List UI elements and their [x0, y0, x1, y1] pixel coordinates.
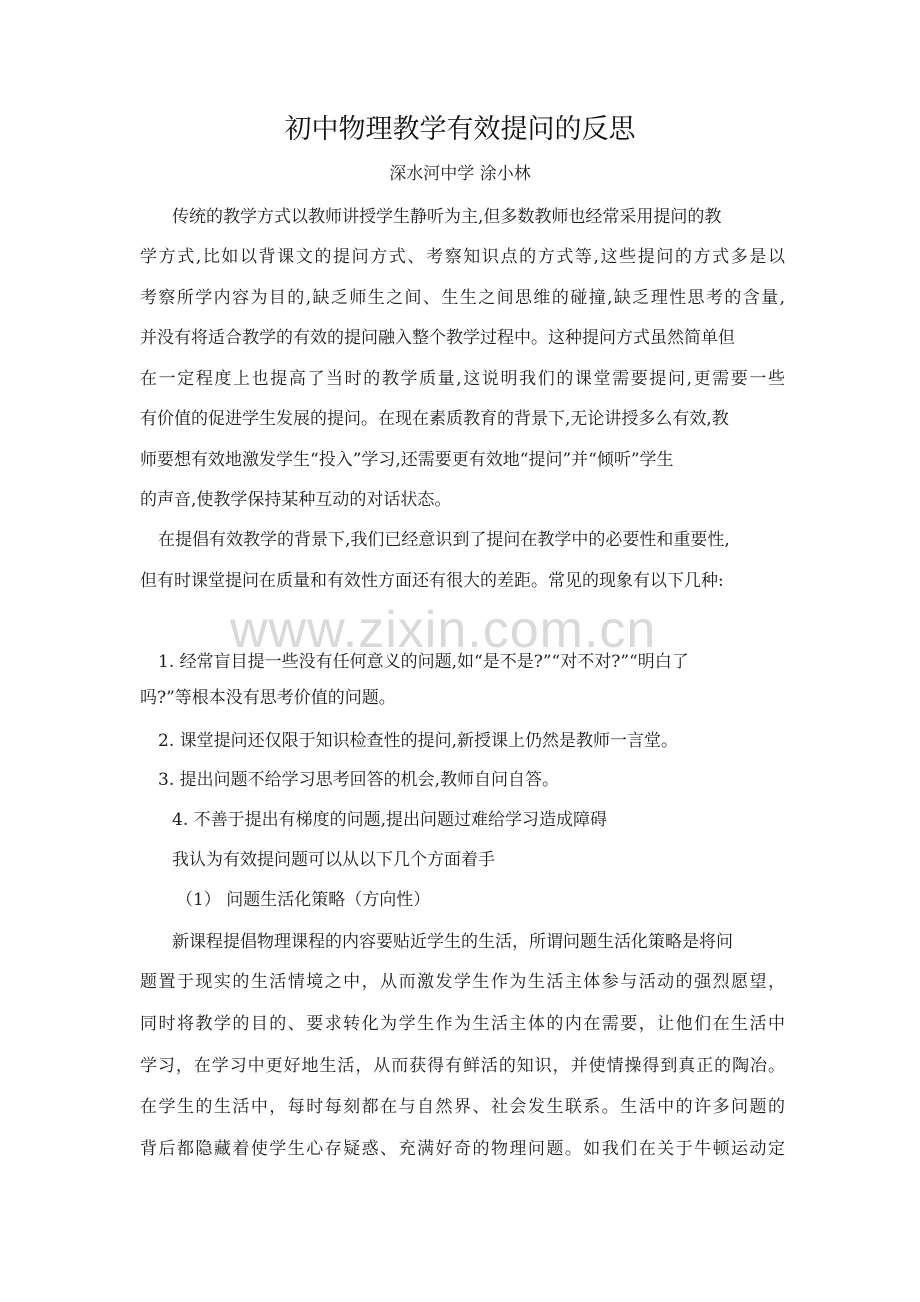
paragraph-line: 学方式,比如以背课文的提问方式、考察知识点的方式等,这些提问的方式多是以: [140, 247, 785, 267]
document-author: 深水河中学 涂小林: [389, 164, 531, 184]
paragraph-line: 师要想有效地激发学生“投入”学习,还需要更有效地“提问”并“倾听”学生: [140, 450, 674, 470]
list-item: 吗?”等根本没有思考价值的问题。: [140, 688, 396, 708]
paragraph-line: 的声音,使教学保持某种互动的对话状态。: [140, 490, 452, 510]
paragraph-line: 但有时课堂提问在质量和有效性方面还有很大的差距。常见的现象有以下几种:: [140, 571, 724, 591]
paragraph-line: 新课程提倡物理课程的内容要贴近学生的生活，所谓问题生活化策略是将问: [172, 932, 733, 952]
list-item: 3. 提出问题不给学习思考回答的机会,教师自问自答。: [158, 770, 560, 790]
paragraph-line: 在一定程度上也提高了当时的教学质量,这说明我们的课堂需要提问,更需要一些: [140, 369, 785, 389]
list-item: 4. 不善于提出有梯度的问题,提出问题过难给学习造成障碍: [172, 810, 608, 830]
paragraph-line: 有价值的促进学生发展的提问。在现在素质教育的背景下,无论讲授多么有效,教: [140, 409, 729, 429]
paragraph-line: 并没有将适合教学的有效的提问融入整个教学过程中。这种提问方式虽然简单但: [140, 328, 735, 348]
paragraph-line: 题置于现实的生活情境之中，从而激发学生作为生活主体参与活动的强烈愿望，: [140, 972, 785, 992]
paragraph-line: 在提倡有效教学的背景下,我们已经意识到了提问在教学中的必要性和重要性,: [158, 530, 730, 550]
paragraph-line: 我认为有效提问题可以从以下几个方面着手: [172, 850, 495, 870]
paragraph-line: 在学生的生活中，每时每刻都在与自然界、社会发生联系。生活中的许多问题的: [140, 1097, 785, 1117]
watermark: www.zixin.com.cn: [230, 601, 657, 659]
section-heading: （1） 问题生活化策略（方向性）: [176, 890, 431, 910]
paragraph-line: 考察所学内容为目的,缺乏师生之间、生生之间思维的碰撞,缺乏理性思考的含量,: [140, 288, 785, 308]
document-title: 初中物理教学有效提问的反思: [284, 114, 636, 145]
list-item: 1. 经常盲目提一些没有任何意义的问题,如“是不是?”“对不对?”“明白了: [158, 652, 689, 672]
paragraph-line: 传统的教学方式以教师讲授学生静听为主,但多数教师也经常采用提问的教: [172, 207, 722, 227]
paragraph-line: 背后都隐藏着使学生心存疑惑、充满好奇的物理问题。如我们在关于牛顿运动定: [140, 1139, 785, 1159]
paragraph-line: 学习，在学习中更好地生活，从而获得有鲜活的知识，并使情操得到真正的陶冶。: [140, 1056, 785, 1076]
paragraph-line: 同时将教学的目的、要求转化为学生作为生活主体的内在需要，让他们在生活中: [140, 1014, 785, 1034]
list-item: 2. 课堂提问还仅限于知识检查性的提问,新授课上仍然是教师一言堂。: [158, 731, 679, 751]
